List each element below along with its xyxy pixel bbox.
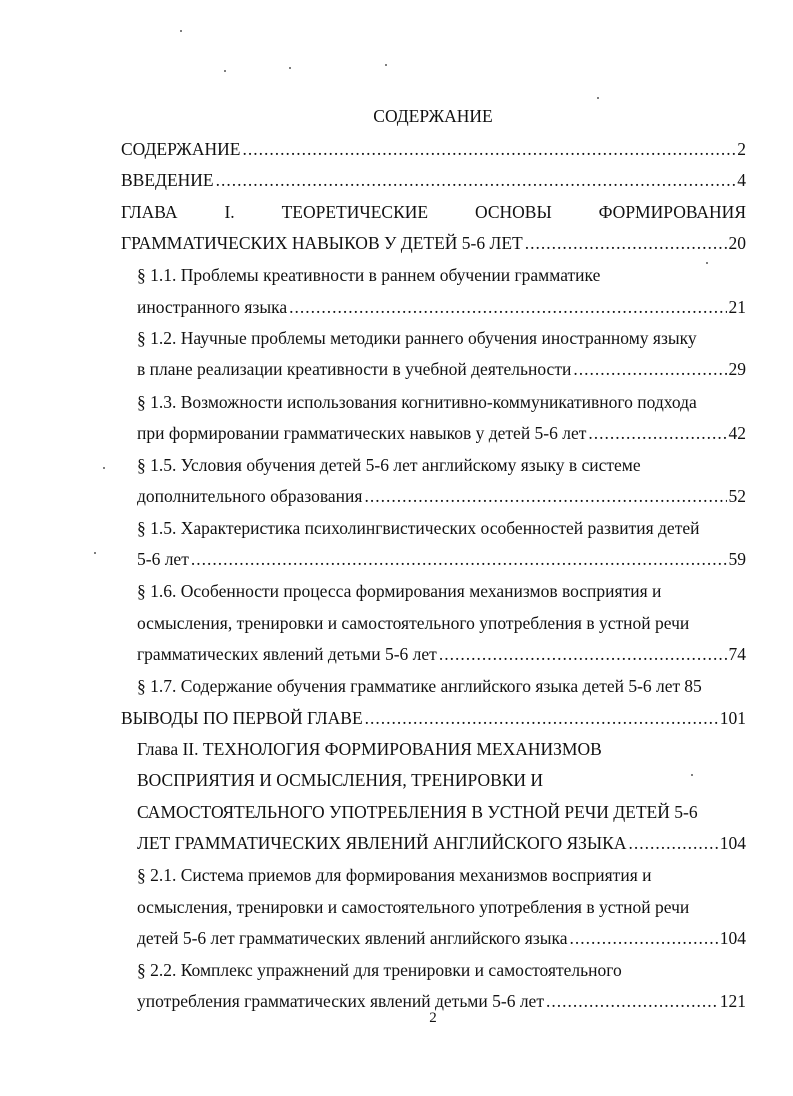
toc-entry-title: ГЛАВА I. ТЕОРЕТИЧЕСКИЕ ОСНОВЫ ФОРМИРОВАНИЯ [121, 202, 746, 222]
toc-entry-line[interactable]: САМОСТОЯТЕЛЬНОГО УПОТРЕБЛЕНИЯ В УСТНОЙ РЕЧИ ДЕТЕЙ 5-6 [137, 802, 698, 822]
toc-page-number: 4 [737, 170, 746, 190]
toc-page-number: 121 [719, 991, 746, 1011]
toc-leader-dots [588, 421, 726, 445]
toc-leader-dots [439, 642, 727, 666]
toc-page-number: 20 [728, 233, 746, 253]
toc-entry-line[interactable]: § 1.3. Возможности использования когнитивно-коммуникативного подхода [137, 392, 697, 412]
toc-leader-dots [570, 926, 718, 950]
toc-leader-dots [365, 706, 718, 730]
toc-entry[interactable] [121, 231, 746, 255]
toc-entry-line[interactable]: § 1.1. Проблемы креативности в раннем обучении грамматике [137, 265, 601, 285]
toc-entry-title: при формировании грамматических навыков у детей 5-6 лет [137, 423, 587, 443]
toc-entry[interactable] [137, 926, 746, 950]
toc-entry[interactable] [137, 421, 746, 445]
toc-entry[interactable] [137, 295, 746, 319]
toc-page-number: 101 [719, 708, 746, 728]
toc-entry-title: § 1.7. Содержание обучения грамматике английского языка детей 5-6 лет [137, 676, 681, 696]
toc-entry-line[interactable]: осмысления, тренировки и самостоятельного употребления в устной речи [137, 613, 690, 633]
page-number-footer: 2 [429, 1010, 437, 1026]
scan-speck [103, 467, 105, 469]
toc-leader-dots [525, 231, 727, 255]
toc-entry-line[interactable]: § 1.2. Научные проблемы методики раннего обучения иностранному языку [137, 328, 697, 348]
toc-leader-dots [191, 547, 727, 571]
toc-leader-dots [216, 168, 736, 192]
toc-entry[interactable] [137, 674, 746, 698]
toc-page-number: 104 [719, 833, 746, 853]
toc-page-number: 74 [728, 644, 746, 664]
toc-entry-title: детей 5-6 лет грамматических явлений английского языка [137, 928, 568, 948]
toc-entry[interactable] [137, 484, 746, 508]
toc-entry-title: ВВЕДЕНИЕ [121, 170, 214, 190]
toc-entry-title: ЛЕТ ГРАММАТИЧЕСКИХ ЯВЛЕНИЙ АНГЛИЙСКОГО ЯЗЫКА [137, 833, 627, 853]
toc-entry-line[interactable]: § 2.1. Система приемов для формирования механизмов восприятия и [137, 865, 652, 885]
toc-entry[interactable] [137, 831, 746, 855]
toc-entry[interactable] [121, 168, 746, 192]
toc-entry-title: ВЫВОДЫ ПО ПЕРВОЙ ГЛАВЕ [121, 708, 363, 728]
toc-page-number: 21 [728, 297, 746, 317]
toc-entry-line[interactable]: осмысления, тренировки и самостоятельного употребления в устной речи [137, 897, 690, 917]
toc-entry[interactable] [121, 706, 746, 730]
toc-entry-line[interactable]: § 2.2. Комплекс упражнений для тренировки и самостоятельного [137, 960, 622, 980]
scan-speck [289, 67, 291, 69]
toc-page-number: 85 [684, 676, 702, 696]
toc-page-number: 59 [728, 549, 746, 569]
toc-entry-title: употребления грамматических явлений детьми 5-6 лет [137, 991, 544, 1011]
toc-leader-dots [573, 357, 726, 381]
toc-page-number: 29 [728, 359, 746, 379]
toc-entry-line[interactable]: ВОСПРИЯТИЯ И ОСМЫСЛЕНИЯ, ТРЕНИРОВКИ И [137, 770, 544, 790]
toc-leader-dots [242, 137, 735, 161]
toc-entry-line[interactable]: § 1.5. Характеристика психолингвистических особенностей развития детей [137, 518, 700, 538]
toc-page-number: 104 [719, 928, 746, 948]
scan-speck [224, 70, 226, 72]
scan-speck [94, 552, 96, 554]
toc-page-number: 42 [728, 423, 746, 443]
toc-entry-title: грамматических явлений детьми 5-6 лет [137, 644, 437, 664]
toc-leader-dots [628, 831, 717, 855]
toc-page-number: 2 [737, 139, 746, 159]
toc-entry[interactable] [137, 642, 746, 666]
toc-entry-title: в плане реализации креативности в учебной деятельности [137, 359, 572, 379]
toc-entry-line[interactable] [121, 200, 746, 224]
toc-entry-title: ГРАММАТИЧЕСКИХ НАВЫКОВ У ДЕТЕЙ 5-6 ЛЕТ [121, 233, 523, 253]
toc-entry-title: иностранного языка [137, 297, 288, 317]
toc-entry-title: СОДЕРЖАНИЕ [121, 139, 241, 159]
toc-entry-line[interactable]: Глава II. ТЕХНОЛОГИЯ ФОРМИРОВАНИЯ МЕХАНИЗМОВ [137, 739, 602, 759]
scan-speck [180, 30, 182, 32]
toc-entry[interactable] [137, 547, 746, 571]
toc-leader-dots [364, 484, 726, 508]
toc-entry[interactable] [121, 137, 746, 161]
scan-speck [385, 64, 387, 66]
page-title: СОДЕРЖАНИЕ [373, 106, 493, 126]
toc-page-number: 52 [728, 486, 746, 506]
toc-leader-dots [289, 295, 726, 319]
toc-entry[interactable] [137, 357, 746, 381]
toc-entry-title: 5-6 лет [137, 549, 189, 569]
toc-entry-title: дополнительного образования [137, 486, 363, 506]
scan-speck [597, 97, 599, 99]
toc-entry-line[interactable]: § 1.6. Особенности процесса формирования механизмов восприятия и [137, 581, 662, 601]
toc-entry-line[interactable]: § 1.5. Условия обучения детей 5-6 лет английскому языку в системе [137, 455, 641, 475]
